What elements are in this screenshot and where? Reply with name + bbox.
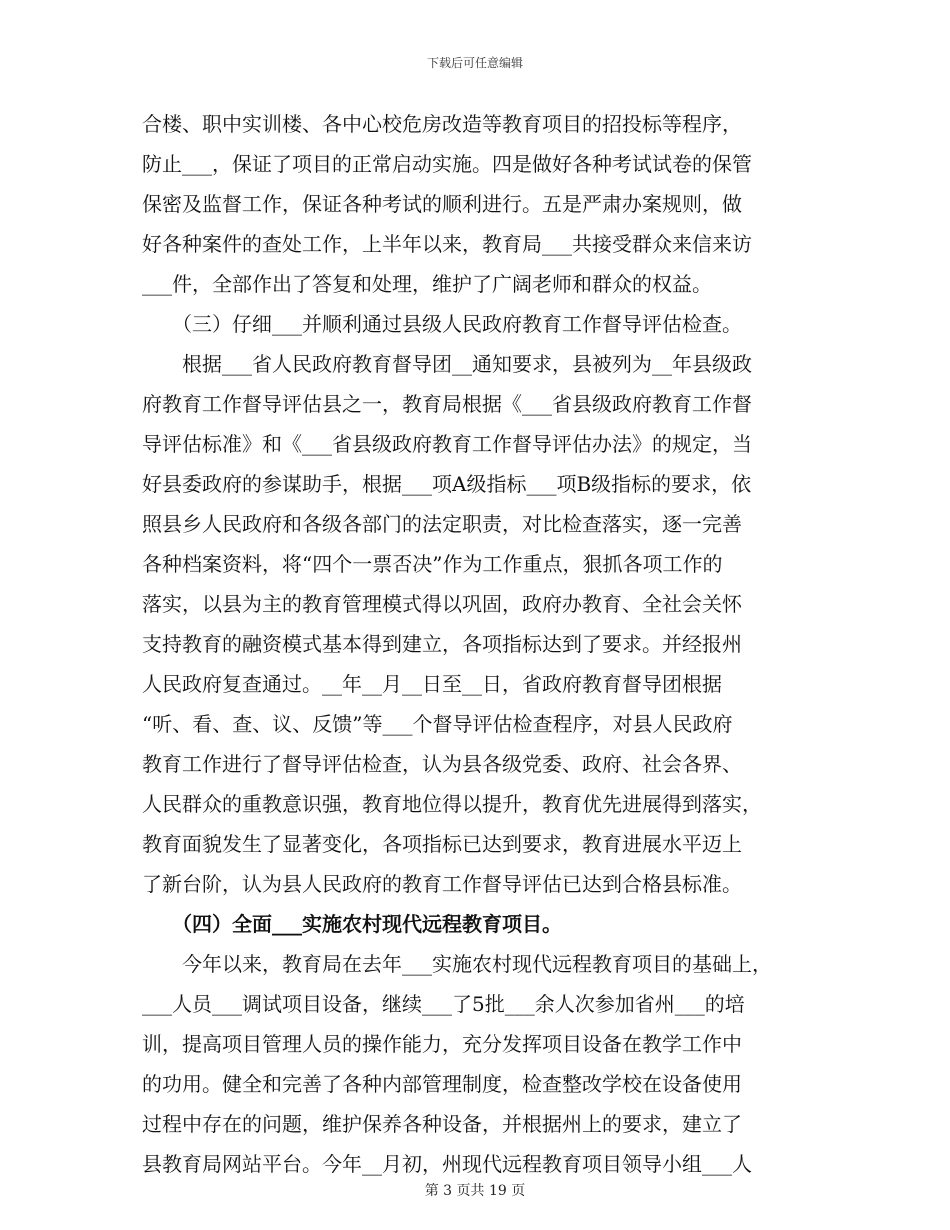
text-line: 府教育工作督导评估县之一，教育局根据《___省县级政府教育工作督 [142,392,752,416]
page-footer: 第 3 页共 19 页 [424,1183,526,1199]
text-line: 根据___省人民政府教育督导团__通知要求，县被列为__年县级政 [142,352,752,376]
text-line: 保密及监督工作，保证各种考试的顺利进行。五是严肃办案规则，做 [142,192,742,216]
section-heading-3: （三）仔细___并顺利通过县级人民政府教育工作督导评估检查。 [142,312,742,336]
text-line: 过程中存在的问题，维护保养各种设备，并根据州上的要求，建立了 [142,1112,742,1136]
text-line: 合楼、职中实训楼、各中心校危房改造等教育项目的招投标等程序， [142,112,742,136]
section-heading-4: （四）全面___实施农村现代远程教育项目。 [142,912,562,936]
text-line: 的功用。健全和完善了各种内部管理制度，检查整改学校在设备使用 [142,1072,742,1096]
text-line: 了新台阶，认为县人民政府的教育工作督导评估已达到合格县标准。 [142,872,742,896]
text-line: 照县乡人民政府和各级各部门的法定职责，对比检查落实，逐一完善 [142,512,742,536]
body-text [142,104,824,1184]
page-header: 下载后可任意编辑 [426,56,523,70]
text-line: 导评估标准》和《___省县级政府教育工作督导评估办法》的规定，当 [142,432,752,456]
text-line: “听、看、查、议、反馈”等___个督导评估检查程序，对县人民政府 [142,712,733,736]
text-line: 训，提高项目管理人员的操作能力，充分发挥项目设备在教学工作中 [142,1032,742,1056]
text-line: 人民群众的重教意识强，教育地位得以提升，教育优先进展得到落实， [142,792,762,816]
text-line: ___件，全部作出了答复和处理，维护了广阔老师和群众的权益。 [142,272,712,296]
text-line: 教育工作进行了督导评估检查，认为县各级党委、政府、社会各界、 [142,752,742,776]
text-line: 人民政府复查通过。__年__月__日至__日，省政府教育督导团根据 [142,672,722,696]
text-line: ___人员___调试项目设备，继续___了5批___余人次参加省州___的培 [142,992,745,1016]
text-line: 落实，以县为主的教育管理模式得以巩固，政府办教育、全社会关怀 [142,592,742,616]
text-line: 各种档案资料，将“四个一票否决”作为工作重点，狠抓各项工作的 [142,552,723,576]
text-line: 县教育局网站平台。今年__月初，州现代远程教育项目领导小组___人 [142,1152,752,1176]
text-line: 今年以来，教育局在去年___实施农村现代远程教育项目的基础上， [142,952,772,976]
text-line: 防止___，保证了项目的正常启动实施。四是做好各种考试试卷的保管 [142,152,752,176]
text-line: 好各种案件的查处工作，上半年以来，教育局___共接受群众来信来访 [142,232,752,256]
text-line: 好县委政府的参谋助手，根据___项A级指标___项B级指标的要求，依 [142,472,752,496]
text-line: 支持教育的融资模式基本得到建立，各项指标达到了要求。并经报州 [142,632,742,656]
text-line: 教育面貌发生了显著变化，各项指标已达到要求，教育进展水平迈上 [142,832,742,856]
